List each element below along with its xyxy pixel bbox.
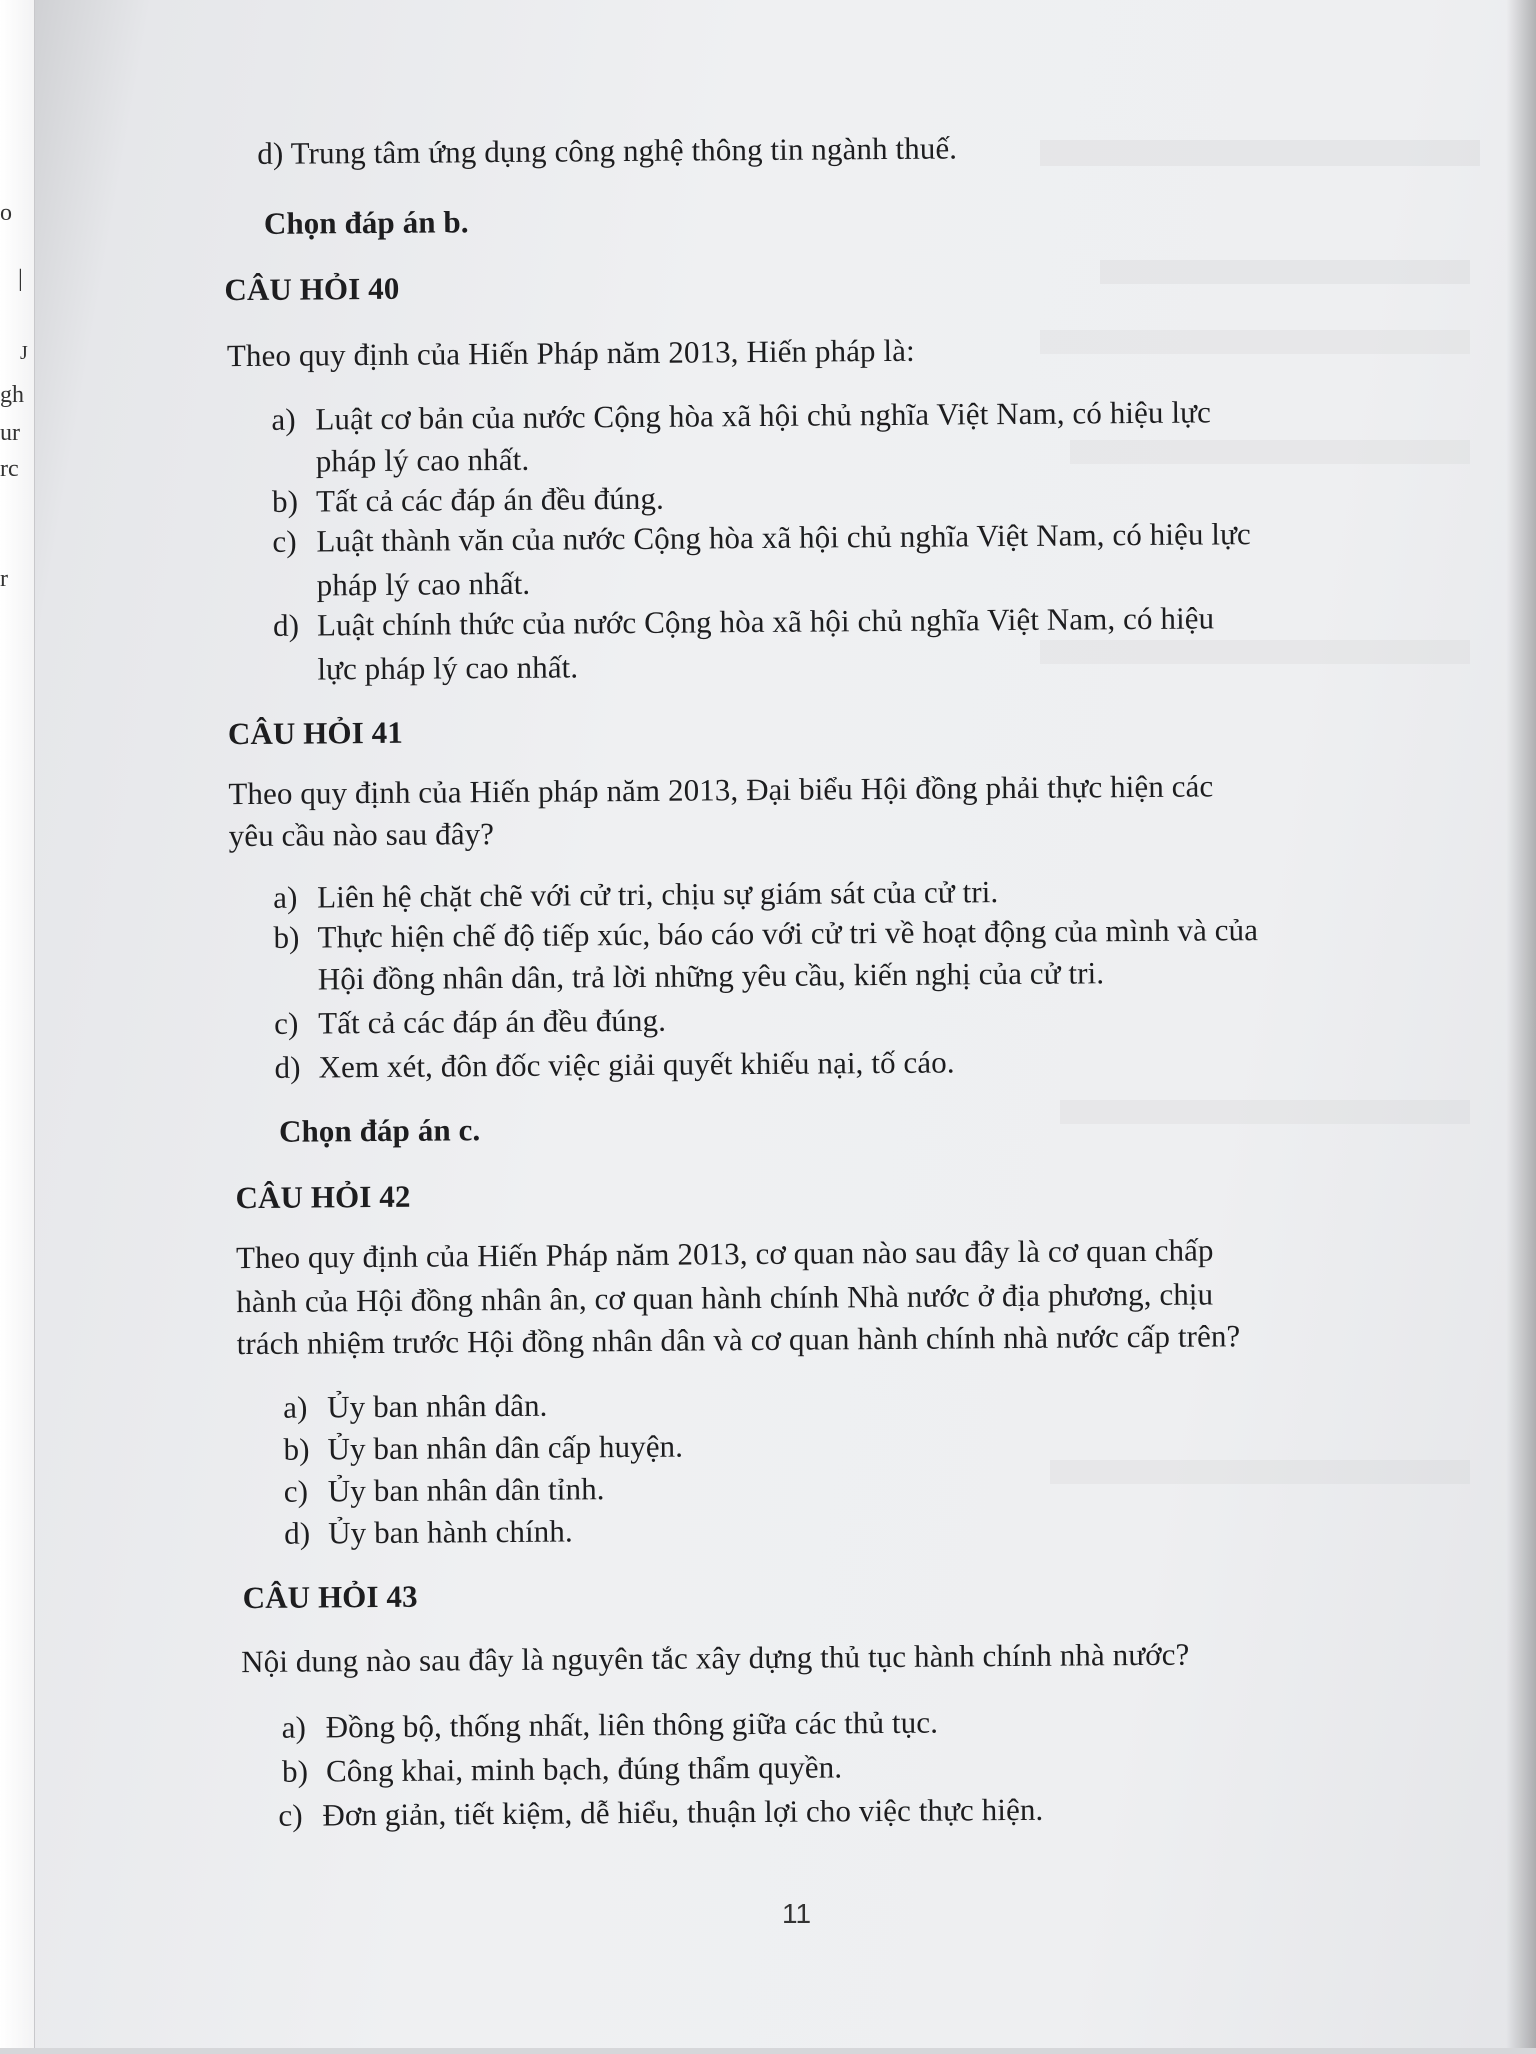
option-text-continued: Hội đồng nhân dân, trả lời những yêu cầu, kiến nghị của cử tri. xyxy=(317,955,1105,997)
question-stem: hành của Hội đồng nhân ân, cơ quan hành chính Nhà nước ở địa phương, chịu xyxy=(236,1276,1214,1320)
margin-fragment: o xyxy=(0,200,12,226)
option-label: c) xyxy=(274,1005,299,1041)
option-text: Liên hệ chặt chẽ với cử tri, chịu sự giám sát của cử tri. xyxy=(317,874,999,915)
option-item xyxy=(284,1513,573,1551)
option-text: Đồng bộ, thống nhất, liên thông giữa các thủ tục. xyxy=(325,1704,939,1745)
question-stem: yêu cầu nào sau đây? xyxy=(228,816,495,854)
option-item xyxy=(274,1044,954,1085)
option-text: Công khai, minh bạch, đúng thẩm quyền. xyxy=(325,1749,843,1789)
question-stem: Nội dung nào sau đây là nguyên tắc xây dựng thủ tục hành chính nhà nước? xyxy=(241,1636,1190,1680)
margin-fragment: rc xyxy=(0,456,19,482)
option-label: c) xyxy=(272,523,297,559)
option-text: Tất cả các đáp án đều đúng. xyxy=(318,1002,667,1041)
option-label: a) xyxy=(283,1389,308,1425)
option-item xyxy=(282,1749,842,1789)
option-item xyxy=(284,1471,605,1510)
option-text: Ủy ban nhân dân. xyxy=(327,1387,548,1425)
option-item xyxy=(278,1792,1043,1834)
option-item xyxy=(273,912,1258,956)
option-label: d) xyxy=(272,607,300,643)
option-text: Luật thành văn của nước Cộng hòa xã hội chủ nghĩa Việt Nam, có hiệu lực xyxy=(316,516,1251,559)
option-text: Ủy ban nhân dân cấp huyện. xyxy=(327,1428,684,1467)
option-item xyxy=(271,394,1211,437)
margin-fragment: J xyxy=(20,342,28,364)
option-item xyxy=(273,874,998,916)
option-label: a) xyxy=(271,401,296,437)
question-heading: CÂU HỎI 41 xyxy=(227,714,403,752)
option-item xyxy=(273,600,1214,643)
question-stem: Theo quy định của Hiến pháp năm 2013, Đại biểu Hội đồng phải thực hiện các xyxy=(228,768,1214,812)
question-heading: CÂU HỎI 43 xyxy=(242,1578,418,1616)
option-text: Tất cả các đáp án đều đúng. xyxy=(315,480,665,519)
option-text: Đơn giản, tiết kiệm, dễ hiểu, thuận lợi cho việc thực hiện. xyxy=(322,1791,1044,1833)
option-label: a) xyxy=(281,1709,307,1745)
option-text: Thực hiện chế độ tiếp xúc, báo cáo với cử tri về hoạt động của mình và của xyxy=(317,912,1259,955)
question-heading: CÂU HỎI 40 xyxy=(224,270,400,308)
option-label: d) xyxy=(274,1049,301,1085)
option-label: b) xyxy=(273,919,300,955)
answer-line: Chọn đáp án c. xyxy=(278,1112,481,1149)
option-label: b) xyxy=(281,1753,309,1789)
option-d-prev: d) Trung tâm ứng dụng công nghệ thông tin ngành thuế. xyxy=(257,130,958,171)
option-item xyxy=(272,516,1251,560)
option-label: d) xyxy=(284,1515,311,1551)
option-text-continued: lực pháp lý cao nhất. xyxy=(317,649,579,687)
page-number: 11 xyxy=(782,1898,812,1929)
option-text: Xem xét, đôn đốc việc giải quyết khiếu nại, tố cáo. xyxy=(318,1044,955,1085)
option-item xyxy=(283,1388,548,1426)
option-label: b) xyxy=(283,1431,310,1467)
option-text: Ủy ban nhân dân tỉnh. xyxy=(327,1471,605,1509)
option-label: c) xyxy=(278,1797,303,1833)
option-text: Ủy ban hành chính. xyxy=(328,1513,573,1551)
margin-fragment: ur xyxy=(0,420,20,446)
option-item xyxy=(283,1429,683,1468)
option-item xyxy=(274,1003,666,1042)
option-label: c) xyxy=(283,1473,309,1509)
question-heading: CÂU HỎI 42 xyxy=(235,1178,411,1216)
option-text: Luật chính thức của nước Cộng hòa xã hội chủ nghĩa Việt Nam, có hiệu xyxy=(316,600,1215,643)
option-text-continued: pháp lý cao nhất. xyxy=(315,441,530,479)
option-text: Luật cơ bản của nước Cộng hòa xã hội chủ nghĩa Việt Nam, có hiệu lực xyxy=(315,394,1211,437)
option-label: a) xyxy=(273,879,298,915)
question-stem: Theo quy định của Hiến Pháp năm 2013, cơ quan nào sau đây là cơ quan chấp xyxy=(235,1232,1214,1276)
option-item xyxy=(272,481,664,520)
option-text-continued: pháp lý cao nhất. xyxy=(316,565,531,603)
question-stem: Theo quy định của Hiến Pháp năm 2013, Hiến pháp là: xyxy=(226,332,915,374)
margin-fragment: | xyxy=(18,266,23,292)
option-item xyxy=(282,1705,939,1746)
margin-fragment: gh xyxy=(0,382,24,408)
option-label: b) xyxy=(271,483,299,519)
answer-line: Chọn đáp án b. xyxy=(263,204,469,241)
margin-fragment: r xyxy=(0,566,8,592)
question-stem: trách nhiệm trước Hội đồng nhân dân và cơ quan hành chính nhà nước cấp trên? xyxy=(236,1318,1241,1362)
